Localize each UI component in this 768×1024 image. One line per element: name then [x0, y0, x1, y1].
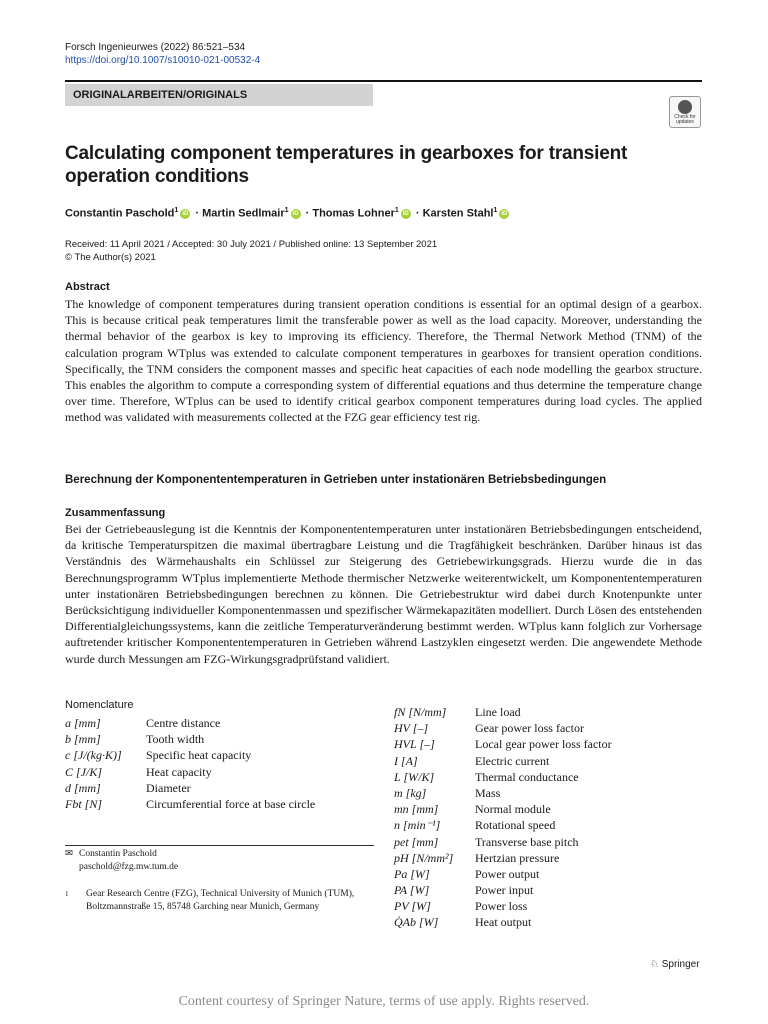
- author-affil: 1: [174, 207, 179, 214]
- orcid-icon[interactable]: iD: [402, 210, 409, 217]
- nomenclature-symbol: PA [W]: [394, 883, 430, 898]
- nomenclature-symbol: m [kg]: [394, 785, 427, 800]
- publication-dates: [65, 238, 437, 264]
- update-icon: [678, 100, 692, 114]
- paper-title: Calculating component temperatures in gearboxes for transient operation conditions: [65, 143, 628, 187]
- nomenclature-symbol: Fbt [N]: [65, 796, 103, 811]
- orcid-icon[interactable]: iD: [182, 210, 189, 217]
- nomenclature-desc: Centre distance: [146, 716, 221, 730]
- affiliation-text: Gear Research Centre (FZG), Technical University of Munich (TUM), Boltzmannstraße 15, 85748 Garching near Munich, Germany: [86, 889, 355, 912]
- nomenclature-row: [394, 801, 612, 817]
- nomenclature-symbol: PV [W]: [394, 899, 431, 914]
- envelope-icon: ✉: [65, 849, 73, 859]
- correspondence-name: Constantin Paschold: [79, 849, 157, 859]
- footer-notice: Content courtesy of Springer Nature, terms of use apply. Rights reserved.: [178, 994, 590, 1009]
- author-separator: ·: [305, 207, 310, 220]
- nomenclature-row: [394, 882, 612, 898]
- nomenclature-row: [394, 914, 612, 930]
- nomenclature-row: [65, 780, 315, 796]
- nomenclature-desc: Local gear power loss factor: [475, 737, 612, 752]
- nomenclature-symbol: pet [mm]: [394, 834, 439, 849]
- nomenclature-row: [65, 764, 315, 780]
- author-name[interactable]: Martin Sedlmair: [202, 207, 285, 220]
- nomenclature-symbol: n [min⁻¹]: [394, 818, 441, 833]
- journal-citation: Forsch Ingenieurwes (2022) 86:521–534: [65, 42, 246, 53]
- nomenclature-desc: Thermal conductance: [475, 769, 579, 784]
- affiliation: [65, 888, 365, 914]
- abstract-heading: Abstract: [65, 281, 110, 293]
- nomenclature-left: [65, 715, 315, 812]
- nomenclature-symbol: C [J/K]: [65, 764, 103, 779]
- author-affil: 1: [284, 207, 289, 214]
- nomenclature-symbol: mn [mm]: [394, 802, 439, 817]
- author-list: [65, 207, 511, 220]
- nomenclature-row: [65, 747, 315, 763]
- author-affil: 1: [493, 207, 498, 214]
- springer-horse-icon: ♘: [650, 959, 662, 970]
- nomenclature-row: [394, 898, 612, 914]
- nomenclature-symbol: b [mm]: [65, 732, 101, 747]
- nomenclature-desc: Heat output: [475, 915, 532, 930]
- footnote-rule: [65, 845, 374, 846]
- header-rule: [65, 80, 702, 82]
- nomenclature-desc: Power loss: [475, 899, 528, 914]
- correspondence-email[interactable]: paschold@fzg.mw.tum.de: [79, 862, 179, 872]
- nomenclature-row: [394, 866, 612, 882]
- nomenclature-row: [394, 817, 612, 833]
- correspondence: [65, 848, 178, 874]
- nomenclature-desc: Rotational speed: [475, 818, 556, 833]
- section-label: ORIGINALARBEITEN/ORIGINALS: [65, 84, 373, 106]
- nomenclature-row: [394, 720, 612, 736]
- nomenclature-symbol: a [mm]: [65, 716, 101, 730]
- nomenclature-desc: Transverse base pitch: [475, 834, 579, 849]
- nomenclature-symbol: L [W/K]: [394, 769, 435, 784]
- nomenclature-heading: Nomenclature: [65, 699, 134, 711]
- zusammenfassung-heading: Zusammenfassung: [65, 507, 166, 519]
- nomenclature-symbol: fN [N/mm]: [394, 705, 447, 719]
- nomenclature-row: [394, 736, 612, 752]
- nomenclature-symbol: c [J/(kg·K)]: [65, 748, 122, 763]
- publisher-name: Springer: [661, 959, 700, 970]
- author-separator: ·: [415, 207, 420, 220]
- dates-line: Received: 11 April 2021 / Accepted: 30 July 2021 / Published online: 13 September 2021: [65, 239, 438, 250]
- copyright-line: © The Author(s) 2021: [65, 252, 156, 263]
- nomenclature-desc: Power input: [475, 883, 534, 898]
- nomenclature-symbol: pH [N/mm²]: [394, 850, 454, 865]
- nomenclature-symbol: Q̇Ab [W]: [394, 915, 439, 930]
- orcid-icon[interactable]: iD: [292, 210, 299, 217]
- nomenclature-desc: Heat capacity: [146, 764, 212, 779]
- nomenclature-desc: Line load: [475, 705, 521, 719]
- author-affil: 1: [394, 207, 399, 214]
- nomenclature-symbol: Pa [W]: [394, 866, 430, 881]
- affiliation-number: 1: [65, 890, 69, 898]
- nomenclature-row: [394, 753, 612, 769]
- nomenclature-row: [394, 785, 612, 801]
- nomenclature-desc: Diameter: [146, 780, 191, 795]
- doi-link[interactable]: https://doi.org/10.1007/s10010-021-00532-4: [65, 55, 261, 66]
- nomenclature-row: [394, 704, 612, 720]
- nomenclature-row: [65, 796, 315, 812]
- nomenclature-desc: Specific heat capacity: [146, 748, 252, 763]
- nomenclature-desc: Electric current: [475, 753, 550, 768]
- orcid-icon[interactable]: iD: [501, 210, 508, 217]
- nomenclature-row: [394, 850, 612, 866]
- nomenclature-row: [65, 715, 315, 731]
- nomenclature-desc: Tooth width: [146, 732, 205, 747]
- nomenclature-desc: Normal module: [475, 802, 551, 817]
- nomenclature-desc: Hertzian pressure: [475, 850, 560, 865]
- abstract-text: The knowledge of component temperatures during transient operation conditions is essential for an optimal design of a gearbox. This is because critical peak temperatures limit the transferable power as well as the load capacity. Moreover, understanding the thermal behavior of the gearbox is key to improving its efficiency. Therefore, the Thermal Network Method (TNM) of the calculation program WTplus was extended to calculate component temperatures in gearboxes for transient operation conditions. Specifically, the TNM considers the component masses and specific heat capacities of each node modelling the gearbox structure. This enables the algorithm to compute a corresponding system of differential equations and thus determine the temperature change over time. Therefore, WTplus can be used to identify critical gearbox component temperatures during load cycles. The applied method was validated with measurements collected at the FZG gear efficiency test rig.: [65, 297, 702, 425]
- nomenclature-desc: Mass: [475, 785, 501, 800]
- author-separator: ·: [195, 207, 200, 220]
- german-title: Berechnung der Komponententemperaturen in Getrieben unter instationären Betriebsbedingungen: [65, 474, 607, 486]
- author-name[interactable]: Karsten Stahl: [422, 207, 494, 220]
- nomenclature-right: [394, 704, 612, 931]
- check-for-updates-badge[interactable]: [669, 96, 701, 128]
- check-updates-label: Check for updates: [674, 114, 696, 125]
- nomenclature-row: [65, 731, 315, 747]
- nomenclature-desc: Gear power loss factor: [475, 721, 584, 736]
- nomenclature-symbol: d [mm]: [65, 780, 101, 795]
- nomenclature-symbol: I [A]: [394, 753, 418, 768]
- nomenclature-symbol: HV [–]: [394, 721, 429, 736]
- nomenclature-row: [394, 834, 612, 850]
- publisher-logo: [650, 959, 700, 970]
- nomenclature-symbol: HVL [–]: [394, 737, 435, 752]
- nomenclature-desc: Power output: [475, 866, 540, 881]
- author-name[interactable]: Constantin Paschold: [65, 207, 175, 220]
- nomenclature-desc: Circumferential force at base circle: [146, 796, 316, 811]
- author-name[interactable]: Thomas Lohner: [312, 207, 395, 220]
- zusammenfassung-text: Bei der Getriebeauslegung ist die Kenntnis der Komponententemperaturen unter instationären Betriebsbedingungen entscheidend, da kritische Temperaturspitzen die maximal übertragbare Leistung und die Tragfähigkeit beschränken. Darüber hinaus ist das Verständnis des Wärmehaushalts ein Schlüssel zur Steigerung des Getriebewirkungsgrads. Hierzu wurde die in das Berechnungsprogramm WTplus implementierte Methode thermischer Netzwerke weiterentwickelt, um Komponententemperaturen unter instationären Betriebsbedingungen berechnen zu können. Die Getriebestruktur wird dabei durch Knotenpunkte unter Berücksichtigung individueller Komponentenmassen und spezifischer Wärmekapazitäten modelliert. Durch Lösen des entstehenden Differentialgleichungssystems, kann die zeitliche Temperaturveränderung bestimmt werden. WTplus kann folglich zur Vorhersage auftretender kritischer Komponententemperaturen in Getrieben während Lastzyklen eingesetzt werden. Die angewendete Methode wurde durch Messungen am FZG-Wirkungsgradprüfstand validiert.: [65, 522, 702, 666]
- nomenclature-row: [394, 769, 612, 785]
